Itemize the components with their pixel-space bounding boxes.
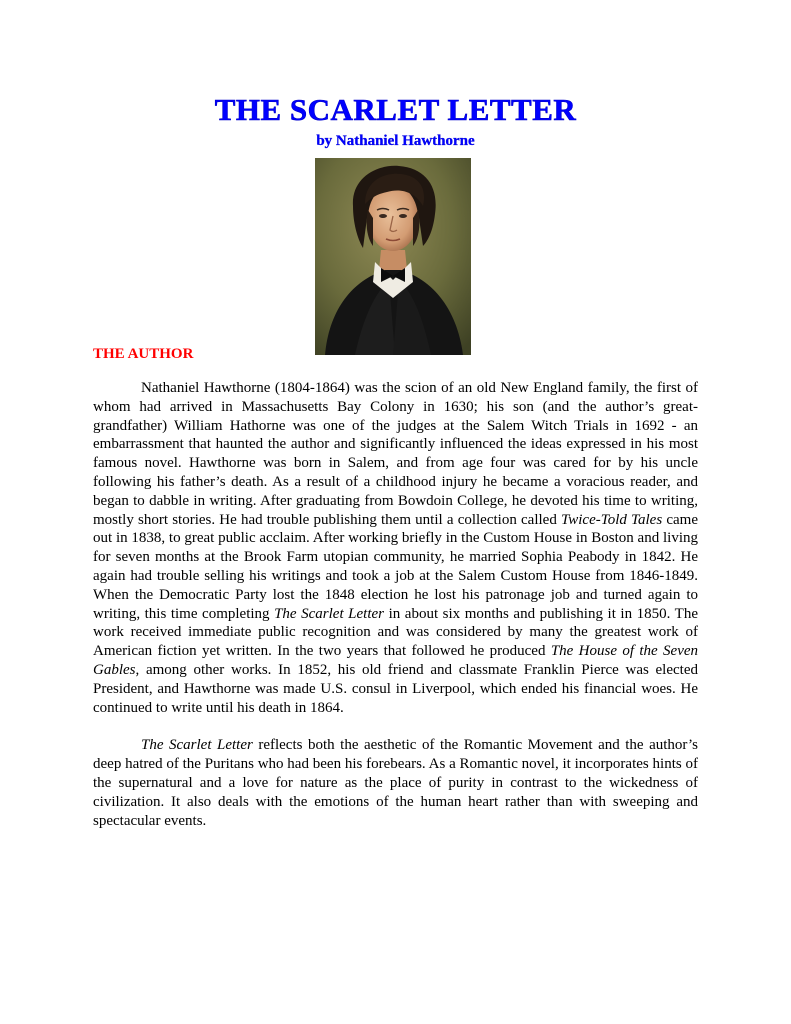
page-subtitle: by Nathaniel Hawthorne	[316, 133, 475, 149]
page-title: THE SCARLET LETTER	[214, 92, 577, 127]
text-run: , among other works. In 1852, his old friend and classmate Franklin Pierce was elected President, and Hawthorne was made U.S. consul in Liverpool, which ended his financial woes. He continued to write until his death in 1864.	[93, 661, 698, 716]
author-portrait	[315, 158, 471, 355]
book-title: Twice-Told Tales	[561, 511, 663, 528]
portrait-icon	[315, 158, 471, 355]
text-run: in about six months and publishing it in 1850. The work received immediate public recognition and was considered by many the greatest work of American fiction yet written. In the two years that followed he produced	[93, 605, 698, 660]
book-title: The Scarlet Letter	[274, 605, 385, 622]
paragraph-2	[93, 736, 698, 830]
paragraph-1	[93, 379, 698, 717]
book-title: The House of the Seven Gables	[93, 643, 699, 678]
author-biography	[93, 379, 698, 849]
book-title: The Scarlet Letter	[141, 737, 253, 754]
text-run: reflects both the aesthetic of the Romantic Movement and the author’s deep hatred of the Puritans who had been his forebears. As a Romantic novel, it incorporates hints of the supernatural and a love for nature as the place of purity in contrast to the wickedness of civilization. It also deals with the emotions of the human heart rather than with sweeping and spectacular events.	[93, 737, 698, 829]
text-run: came out in 1838, to great public acclaim. After working briefly in the Custom House in Boston and living for seven months at the Brook Farm utopian community, he married Sophia Peabody in 1842. He again had trouble selling his writings and took a job at the Salem Custom House from 1846-1849. When the Democratic Party lost the 1848 election he lost his patronage job and turned again to writing, this time completing	[93, 511, 698, 622]
section-heading-the-author: THE AUTHOR	[93, 346, 194, 362]
text-run: Nathaniel Hawthorne (1804-1864) was the scion of an old New England family, the first of whom had arrived in Massachusetts Bay Colony in 1630; his son (and the author’s great-grandfather) William Hathorne was one of the judges at the Salem Witch Trials in 1692 - an embarrassment that haunted the author and significantly influenced the ideas expressed in his most famous novel. Hawthorne was born in Salem, and from age four was cared for by his uncle following his father’s death. As a result of a childhood injury he became a voracious reader, and began to dabble in writing. After graduating from Bowdoin College, he devoted his time to writing, mostly short stories. He had trouble publishing them until a collection called	[93, 380, 698, 528]
